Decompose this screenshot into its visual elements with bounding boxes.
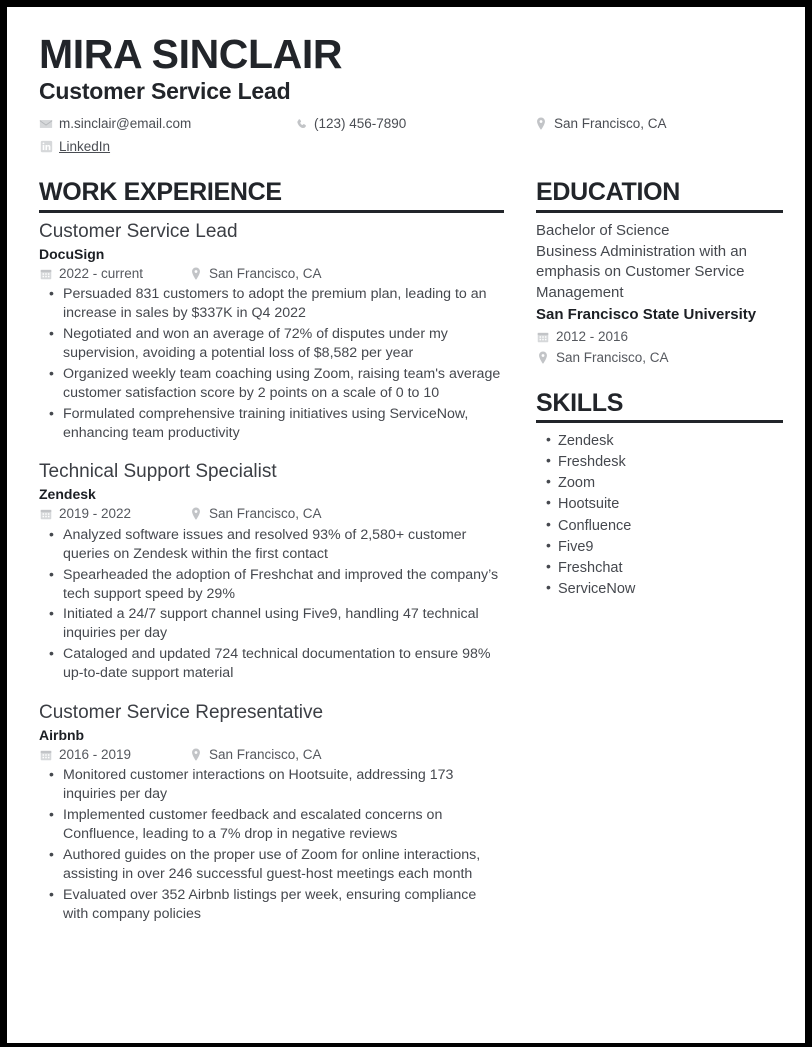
education-school: San Francisco State University (536, 305, 757, 323)
skill-item: • Freshchat (558, 558, 783, 578)
job-dates-text: 2022 - current (59, 265, 144, 281)
job-bullet: • Implemented customer feedback and escalated concerns on Confluence, leading to a 7% drop in negative reviews (61, 806, 504, 844)
job-location (189, 265, 322, 283)
linkedin-icon (39, 140, 53, 154)
job-title: Technical Support Specialist (39, 461, 277, 483)
job-dates-text: 2016 - 2019 (59, 746, 132, 762)
job-bullet: • Organized weekly team coaching using Zoom, raising team's average customer satisfaction score by 2 points on a scale of 0 to 10 (61, 365, 504, 403)
left-column (34, 179, 504, 925)
calendar-icon (39, 748, 53, 762)
job-bullets (39, 526, 504, 683)
skill-item: • Hootsuite (558, 494, 783, 514)
job-entry (39, 460, 504, 682)
education-field: Business Administration with an emphasis on Customer Service Management (536, 243, 747, 301)
resume-body (34, 179, 783, 925)
job-bullet: • Cataloged and updated 724 technical documentation to ensure 98% up-to-date support material (61, 645, 504, 683)
education-entry (536, 221, 783, 368)
job-location (189, 505, 322, 523)
job-meta (39, 265, 504, 283)
map-pin-icon (189, 748, 203, 762)
education-heading: EDUCATION (536, 178, 681, 207)
job-bullet: • Spearheaded the adoption of Freshchat and improved the company’s tech support speed by 29% (61, 566, 504, 604)
job-dates (39, 746, 189, 764)
job-bullet: • Initiated a 24/7 support channel using Five9, handling 47 technical inquiries per day (61, 605, 504, 643)
job-company: Zendesk (39, 486, 96, 503)
contact-email[interactable] (39, 115, 294, 134)
contact-phone[interactable] (294, 115, 534, 134)
job-bullet: • Formulated comprehensive training initiatives using ServiceNow, enhancing team productivity (61, 405, 504, 443)
contact-location-text: San Francisco, CA (554, 115, 667, 131)
job-bullet: • Analyzed software issues and resolved 93% of 2,580+ customer queries on Zendesk within the first contact (61, 526, 504, 564)
work-experience-section (39, 179, 504, 923)
work-experience-heading: WORK EXPERIENCE (39, 178, 282, 207)
skill-item: • ServiceNow (558, 579, 783, 599)
envelope-icon (39, 117, 53, 131)
map-pin-icon (189, 507, 203, 521)
job-title: Customer Service Representative (39, 701, 324, 723)
skill-item: • Five9 (558, 537, 783, 557)
job-bullets (39, 766, 504, 923)
contact-row-primary (39, 115, 783, 134)
contact-location (534, 115, 667, 134)
education-rule (536, 210, 783, 213)
job-bullet: • Persuaded 831 customers to adopt the premium plan, leading to an increase in sales by $337K in Q4 2022 (61, 285, 504, 323)
job-dates (39, 505, 189, 523)
work-experience-rule (39, 210, 504, 213)
job-location-text: San Francisco, CA (209, 746, 322, 762)
map-pin-icon (534, 117, 548, 131)
skills-heading: SKILLS (536, 388, 624, 417)
skill-item: • Zoom (558, 473, 783, 493)
job-entry (39, 220, 504, 442)
job-bullet: • Evaluated over 352 Airbnb listings per week, ensuring compliance with company policies (61, 886, 504, 924)
skills-list (536, 431, 783, 599)
education-dates-text: 2012 - 2016 (556, 329, 629, 345)
education-dates (536, 327, 783, 347)
contact-linkedin[interactable] (39, 138, 294, 157)
job-company: DocuSign (39, 245, 105, 262)
calendar-icon (536, 330, 550, 344)
contact-row-secondary (39, 138, 783, 157)
job-bullets (39, 285, 504, 442)
job-location (189, 746, 322, 764)
education-location (536, 348, 783, 368)
candidate-name: MIRA SINCLAIR (39, 31, 343, 77)
job-title: Customer Service Lead (39, 220, 238, 242)
job-company: Airbnb (39, 726, 85, 743)
job-entry (39, 701, 504, 923)
resume-page (7, 7, 805, 1043)
resume-header (34, 33, 783, 156)
education-degree: Bachelor of Science (536, 221, 670, 239)
candidate-job-title: Customer Service Lead (39, 78, 291, 105)
job-location-text: San Francisco, CA (209, 265, 322, 281)
contact-block (39, 115, 783, 157)
map-pin-icon (536, 351, 550, 365)
skill-item: • Zendesk (558, 431, 783, 451)
education-section (536, 179, 783, 367)
skills-rule (536, 420, 783, 423)
job-location-text: San Francisco, CA (209, 506, 322, 522)
contact-linkedin-link[interactable]: LinkedIn (59, 138, 111, 154)
job-bullet: • Monitored customer interactions on Hootsuite, addressing 173 inquiries per day (61, 766, 504, 804)
contact-phone-text: (123) 456-7890 (314, 115, 407, 131)
education-location-text: San Francisco, CA (556, 349, 669, 365)
phone-icon (294, 117, 308, 131)
skill-item: • Freshdesk (558, 452, 783, 472)
job-dates (39, 265, 189, 283)
job-bullet: • Negotiated and won an average of 72% of disputes under my supervision, avoiding a potential loss of $8,582 per year (61, 325, 504, 363)
calendar-icon (39, 267, 53, 281)
right-column (526, 179, 783, 600)
calendar-icon (39, 507, 53, 521)
map-pin-icon (189, 267, 203, 281)
contact-email-text: m.sinclair@email.com (59, 115, 192, 131)
skill-item: • Confluence (558, 516, 783, 536)
skills-section (536, 390, 783, 600)
job-dates-text: 2019 - 2022 (59, 506, 132, 522)
job-bullet: • Authored guides on the proper use of Zoom for online interactions, assisting in over 246 successful guest-host meetings each month (61, 846, 504, 884)
job-meta (39, 505, 504, 523)
job-meta (39, 746, 504, 764)
